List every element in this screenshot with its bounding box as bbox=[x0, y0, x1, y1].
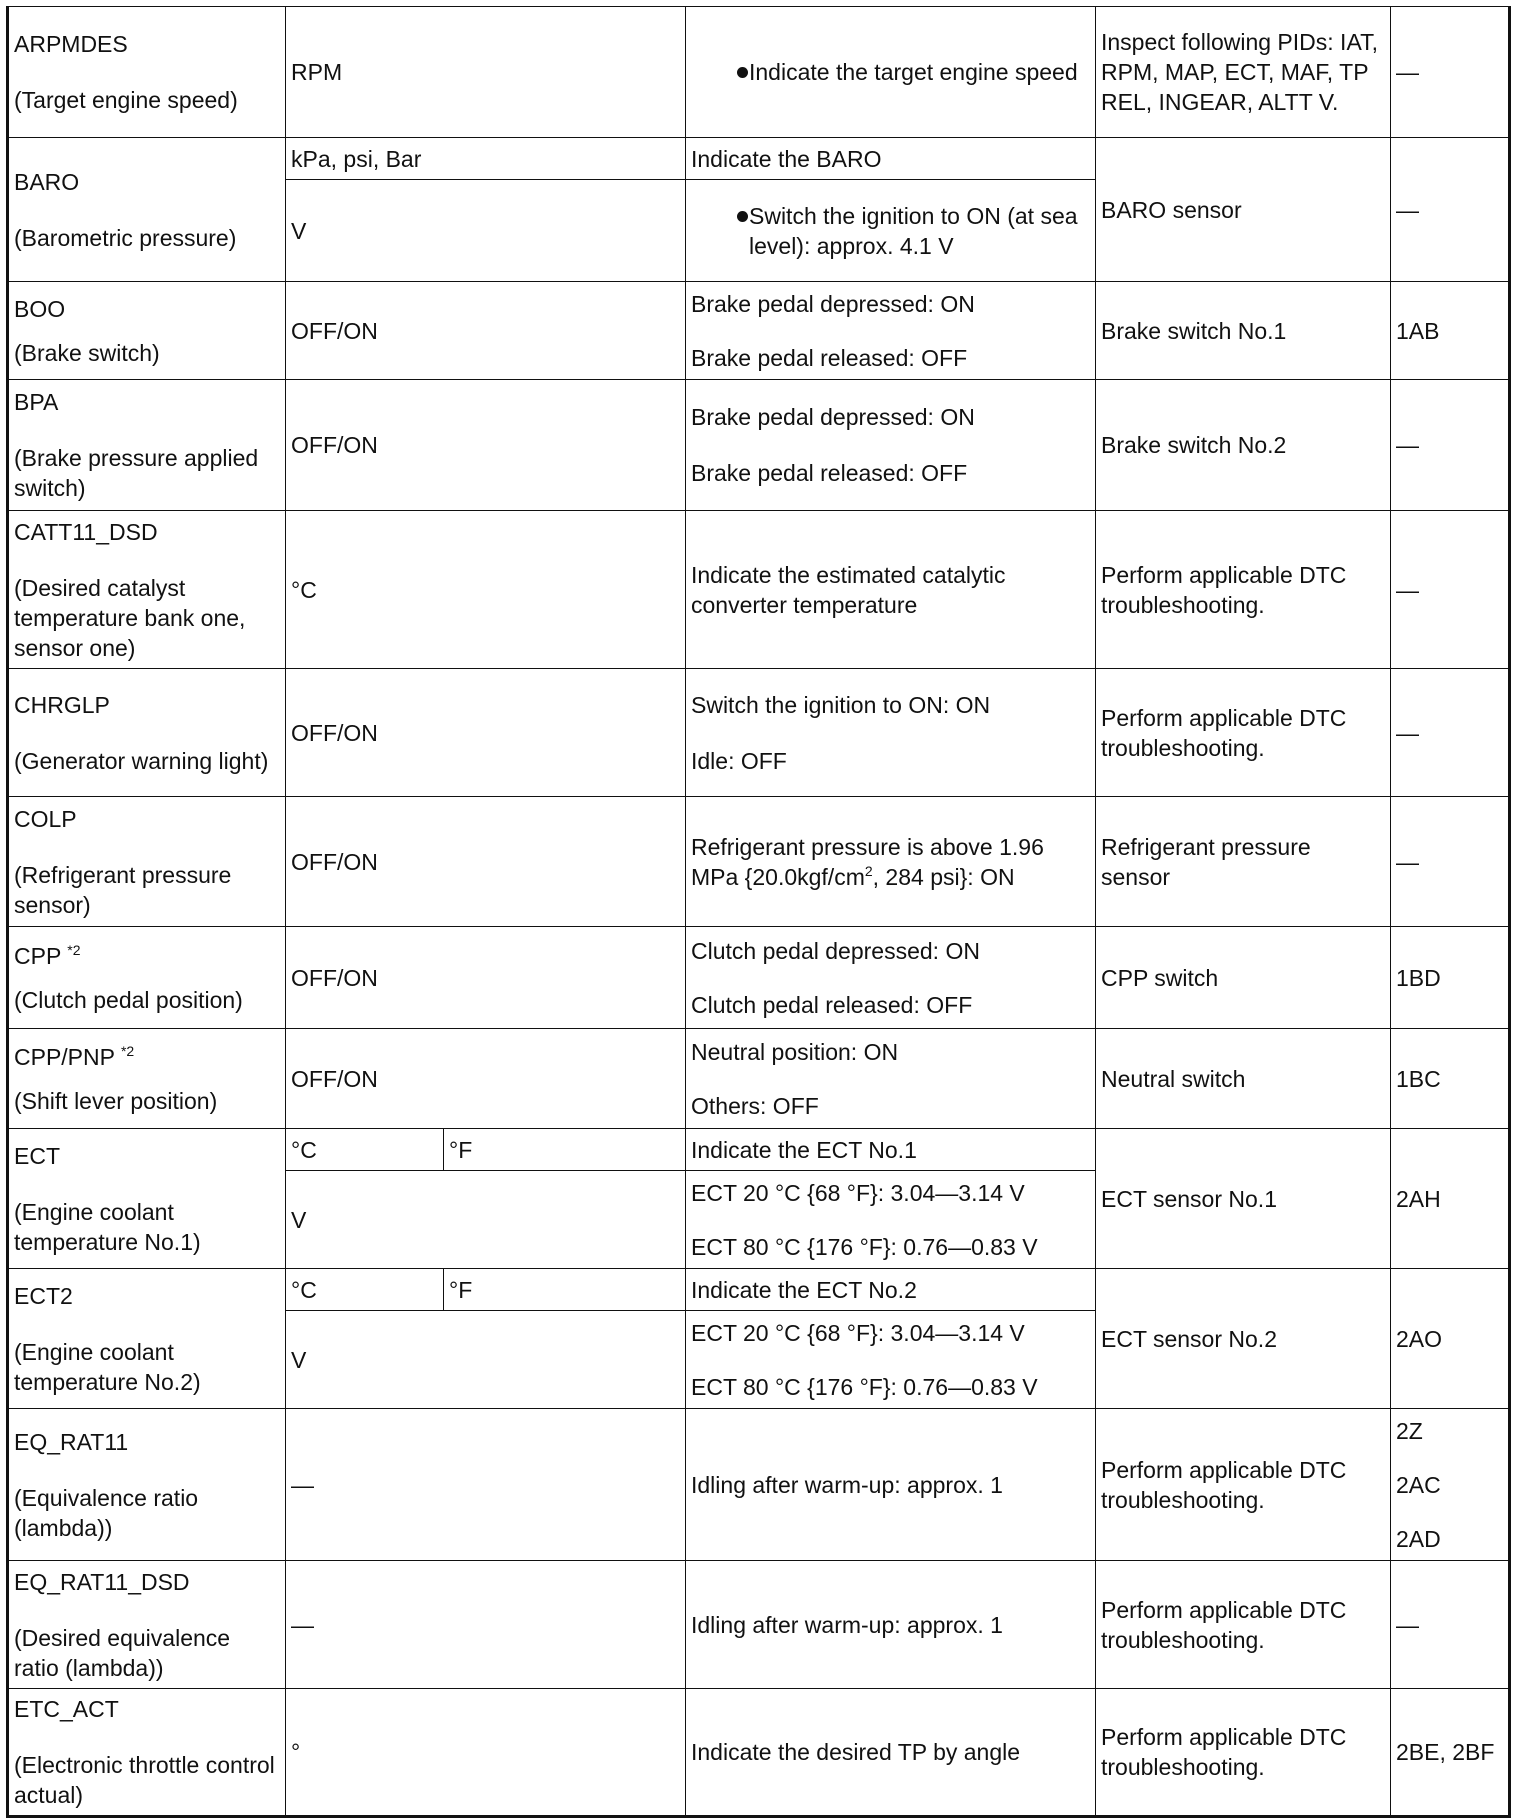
pid-name: ECT2 bbox=[14, 1282, 73, 1309]
condition-line: Clutch pedal released: OFF bbox=[691, 991, 973, 1018]
unit-cell: OFF/ON bbox=[286, 927, 686, 1029]
condition-cell bbox=[686, 7, 1096, 138]
action-cell: Perform applicable DTC troubleshooting. bbox=[1096, 1409, 1391, 1561]
table-row bbox=[8, 1129, 1510, 1171]
terminal-line: 2Z bbox=[1396, 1417, 1423, 1444]
table-row bbox=[8, 669, 1510, 797]
pid-cell bbox=[8, 1029, 286, 1129]
pid-name: COLP bbox=[14, 805, 77, 832]
terminal-cell: 2AO bbox=[1391, 1269, 1510, 1409]
action-cell: Inspect following PIDs: IAT, RPM, MAP, ECT, MAF, TP REL, INGEAR, ALTT V. bbox=[1096, 7, 1391, 138]
unit-cell: OFF/ON bbox=[286, 1029, 686, 1129]
condition-cell bbox=[686, 927, 1096, 1029]
table-row bbox=[8, 380, 1510, 511]
pid-cell bbox=[8, 380, 286, 511]
action-cell: Perform applicable DTC troubleshooting. bbox=[1096, 511, 1391, 669]
table-row bbox=[8, 282, 1510, 380]
terminal-cell: 1AB bbox=[1391, 282, 1510, 380]
unit-cell: ° bbox=[286, 1689, 686, 1817]
table-row bbox=[8, 138, 1510, 180]
footnote-mark: *2 bbox=[67, 941, 81, 958]
bullet-condition: Indicate the target engine speed bbox=[691, 57, 1090, 87]
condition-line: Brake pedal released: OFF bbox=[691, 460, 968, 486]
action-cell: ECT sensor No.1 bbox=[1096, 1129, 1391, 1269]
table-row bbox=[8, 1561, 1510, 1689]
terminal-cell: — bbox=[1391, 1561, 1510, 1689]
condition-line: ECT 20 °C {68 °F}: 3.04—3.14 V bbox=[691, 1319, 1025, 1346]
pid-name: BOO bbox=[14, 295, 66, 322]
pid-cell bbox=[8, 1409, 286, 1561]
condition-line: Brake pedal depressed: ON bbox=[691, 290, 975, 317]
superscript: 2 bbox=[864, 862, 873, 879]
unit-cell: OFF/ON bbox=[286, 380, 686, 511]
condition-cell: Idling after warm-up: approx. 1 bbox=[686, 1409, 1096, 1561]
terminal-cell bbox=[1391, 1409, 1510, 1561]
condition-line: Neutral position: ON bbox=[691, 1038, 899, 1065]
pid-cell bbox=[8, 511, 286, 669]
unit-cell: — bbox=[286, 1561, 686, 1689]
terminal-cell: 1BD bbox=[1391, 927, 1510, 1029]
terminal-cell: — bbox=[1391, 138, 1510, 282]
pid-cell bbox=[8, 1689, 286, 1817]
action-cell: Perform applicable DTC troubleshooting. bbox=[1096, 669, 1391, 797]
pid-cell bbox=[8, 669, 286, 797]
action-cell: Refrigerant pressure sensor bbox=[1096, 797, 1391, 927]
terminal-cell: — bbox=[1391, 511, 1510, 669]
pid-name: CATT11_DSD bbox=[14, 518, 158, 545]
pid-cell bbox=[8, 927, 286, 1029]
unit-cell: — bbox=[286, 1409, 686, 1561]
table-row bbox=[8, 1029, 1510, 1129]
action-cell: Perform applicable DTC troubleshooting. bbox=[1096, 1689, 1391, 1817]
condition-line: ECT 80 °C {176 °F}: 0.76—0.83 V bbox=[691, 1373, 1038, 1400]
terminal-cell: — bbox=[1391, 7, 1510, 138]
pid-name: BPA bbox=[14, 389, 59, 415]
unit-cell: V bbox=[286, 1311, 686, 1409]
pid-cell bbox=[8, 797, 286, 927]
action-cell: BARO sensor bbox=[1096, 138, 1391, 282]
terminal-cell: 2BE, 2BF bbox=[1391, 1689, 1510, 1817]
condition-cell bbox=[686, 282, 1096, 380]
unit-cell: kPa, psi, Bar bbox=[286, 138, 686, 180]
condition-text: Refrigerant pressure is above 1.96 MPa {20.0kgf/cm bbox=[691, 833, 1044, 890]
pid-name bbox=[14, 941, 280, 971]
condition-cell: Idling after warm-up: approx. 1 bbox=[686, 1561, 1096, 1689]
action-cell: Brake switch No.1 bbox=[1096, 282, 1391, 380]
action-cell: CPP switch bbox=[1096, 927, 1391, 1029]
pid-cell bbox=[8, 138, 286, 282]
pid-description: (Desired catalyst temperature bank one, sensor one) bbox=[14, 574, 246, 661]
table-row bbox=[8, 7, 1510, 138]
action-cell: Perform applicable DTC troubleshooting. bbox=[1096, 1561, 1391, 1689]
terminal-cell: 2AH bbox=[1391, 1129, 1510, 1269]
action-cell: ECT sensor No.2 bbox=[1096, 1269, 1391, 1409]
pid-name: EQ_RAT11_DSD bbox=[14, 1568, 190, 1595]
unit-cell: °C bbox=[286, 511, 686, 669]
pid-name: BARO bbox=[14, 168, 80, 195]
condition-line: Others: OFF bbox=[691, 1092, 819, 1119]
unit-cell: V bbox=[286, 180, 686, 282]
pid-description: (Brake pressure applied switch) bbox=[14, 445, 259, 501]
condition-cell bbox=[686, 669, 1096, 797]
terminal-line: 2AC bbox=[1396, 1471, 1441, 1498]
pid-name: CHRGLP bbox=[14, 691, 110, 718]
pid-cell bbox=[8, 1561, 286, 1689]
terminal-cell: — bbox=[1391, 380, 1510, 511]
footnote-mark: *2 bbox=[120, 1042, 135, 1059]
pid-description: (Electronic throttle control actual) bbox=[14, 1752, 275, 1808]
condition-cell: Indicate the desired TP by angle bbox=[686, 1689, 1096, 1817]
pid-description: (Generator warning light) bbox=[14, 747, 269, 774]
condition-cell bbox=[686, 1171, 1096, 1269]
unit-cell-celsius: °C bbox=[286, 1129, 444, 1171]
pid-cell bbox=[8, 1269, 286, 1409]
pid-cell bbox=[8, 1129, 286, 1269]
pid-code: CPP bbox=[14, 942, 61, 969]
pid-description: (Refrigerant pressure sensor) bbox=[14, 861, 232, 918]
pid-description: (Barometric pressure) bbox=[14, 224, 237, 251]
condition-cell bbox=[686, 1311, 1096, 1409]
condition-line: ECT 80 °C {176 °F}: 0.76—0.83 V bbox=[691, 1233, 1038, 1260]
pid-cell bbox=[8, 7, 286, 138]
table-row bbox=[8, 1409, 1510, 1561]
condition-cell bbox=[686, 797, 1096, 927]
unit-cell-celsius: °C bbox=[286, 1269, 444, 1311]
condition-line: Switch the ignition to ON: ON bbox=[691, 691, 991, 718]
condition-text: , 284 psi}: ON bbox=[872, 863, 1015, 890]
pid-description: (Engine coolant temperature No.2) bbox=[14, 1338, 201, 1395]
table-row bbox=[8, 927, 1510, 1029]
unit-cell: OFF/ON bbox=[286, 797, 686, 927]
bullet-condition: Switch the ignition to ON (at sea level): approx. 4.1 V bbox=[691, 201, 1090, 261]
condition-cell bbox=[686, 180, 1096, 282]
pid-name: ECT bbox=[14, 1142, 60, 1169]
terminal-cell: — bbox=[1391, 669, 1510, 797]
pid-description: (Clutch pedal position) bbox=[14, 986, 243, 1013]
action-cell: Neutral switch bbox=[1096, 1029, 1391, 1129]
table-row bbox=[8, 1269, 1510, 1311]
condition-line: Clutch pedal depressed: ON bbox=[691, 937, 980, 964]
pid-name: EQ_RAT11 bbox=[14, 1428, 129, 1455]
pid-description: (Target engine speed) bbox=[14, 87, 238, 113]
condition-line: Idle: OFF bbox=[691, 747, 787, 774]
condition-line: Brake pedal depressed: ON bbox=[691, 404, 975, 430]
condition-cell: Indicate the ECT No.1 bbox=[686, 1129, 1096, 1171]
condition-line: ECT 20 °C {68 °F}: 3.04—3.14 V bbox=[691, 1179, 1025, 1206]
condition-cell: Indicate the ECT No.2 bbox=[686, 1269, 1096, 1311]
pid-description: (Engine coolant temperature No.1) bbox=[14, 1198, 201, 1255]
pid-description: (Desired equivalence ratio (lambda)) bbox=[14, 1624, 231, 1681]
table-row bbox=[8, 797, 1510, 927]
terminal-line: 2AD bbox=[1396, 1525, 1441, 1552]
pid-monitoring-table bbox=[6, 6, 1511, 1818]
pid-description: (Equivalence ratio (lambda)) bbox=[14, 1484, 199, 1541]
condition-cell: Indicate the estimated catalytic converter temperature bbox=[686, 511, 1096, 669]
condition-cell: Indicate the BARO bbox=[686, 138, 1096, 180]
unit-cell: V bbox=[286, 1171, 686, 1269]
table-row bbox=[8, 511, 1510, 669]
pid-code: CPP/PNP bbox=[14, 1043, 115, 1070]
pid-description: (Shift lever position) bbox=[14, 1087, 218, 1114]
pid-description: (Brake switch) bbox=[14, 339, 160, 366]
condition-cell bbox=[686, 1029, 1096, 1129]
unit-cell-fahrenheit: °F bbox=[444, 1269, 686, 1311]
unit-cell: RPM bbox=[286, 7, 686, 138]
unit-cell: OFF/ON bbox=[286, 282, 686, 380]
action-cell: Brake switch No.2 bbox=[1096, 380, 1391, 511]
pid-name: ARPMDES bbox=[14, 31, 128, 57]
pid-name: ETC_ACT bbox=[14, 1696, 119, 1722]
terminal-cell: — bbox=[1391, 797, 1510, 927]
table-row bbox=[8, 1689, 1510, 1817]
pid-cell bbox=[8, 282, 286, 380]
condition-line: Brake pedal released: OFF bbox=[691, 344, 968, 371]
condition-cell bbox=[686, 380, 1096, 511]
unit-cell: OFF/ON bbox=[286, 669, 686, 797]
terminal-cell: 1BC bbox=[1391, 1029, 1510, 1129]
unit-cell-fahrenheit: °F bbox=[444, 1129, 686, 1171]
pid-name bbox=[14, 1042, 280, 1072]
